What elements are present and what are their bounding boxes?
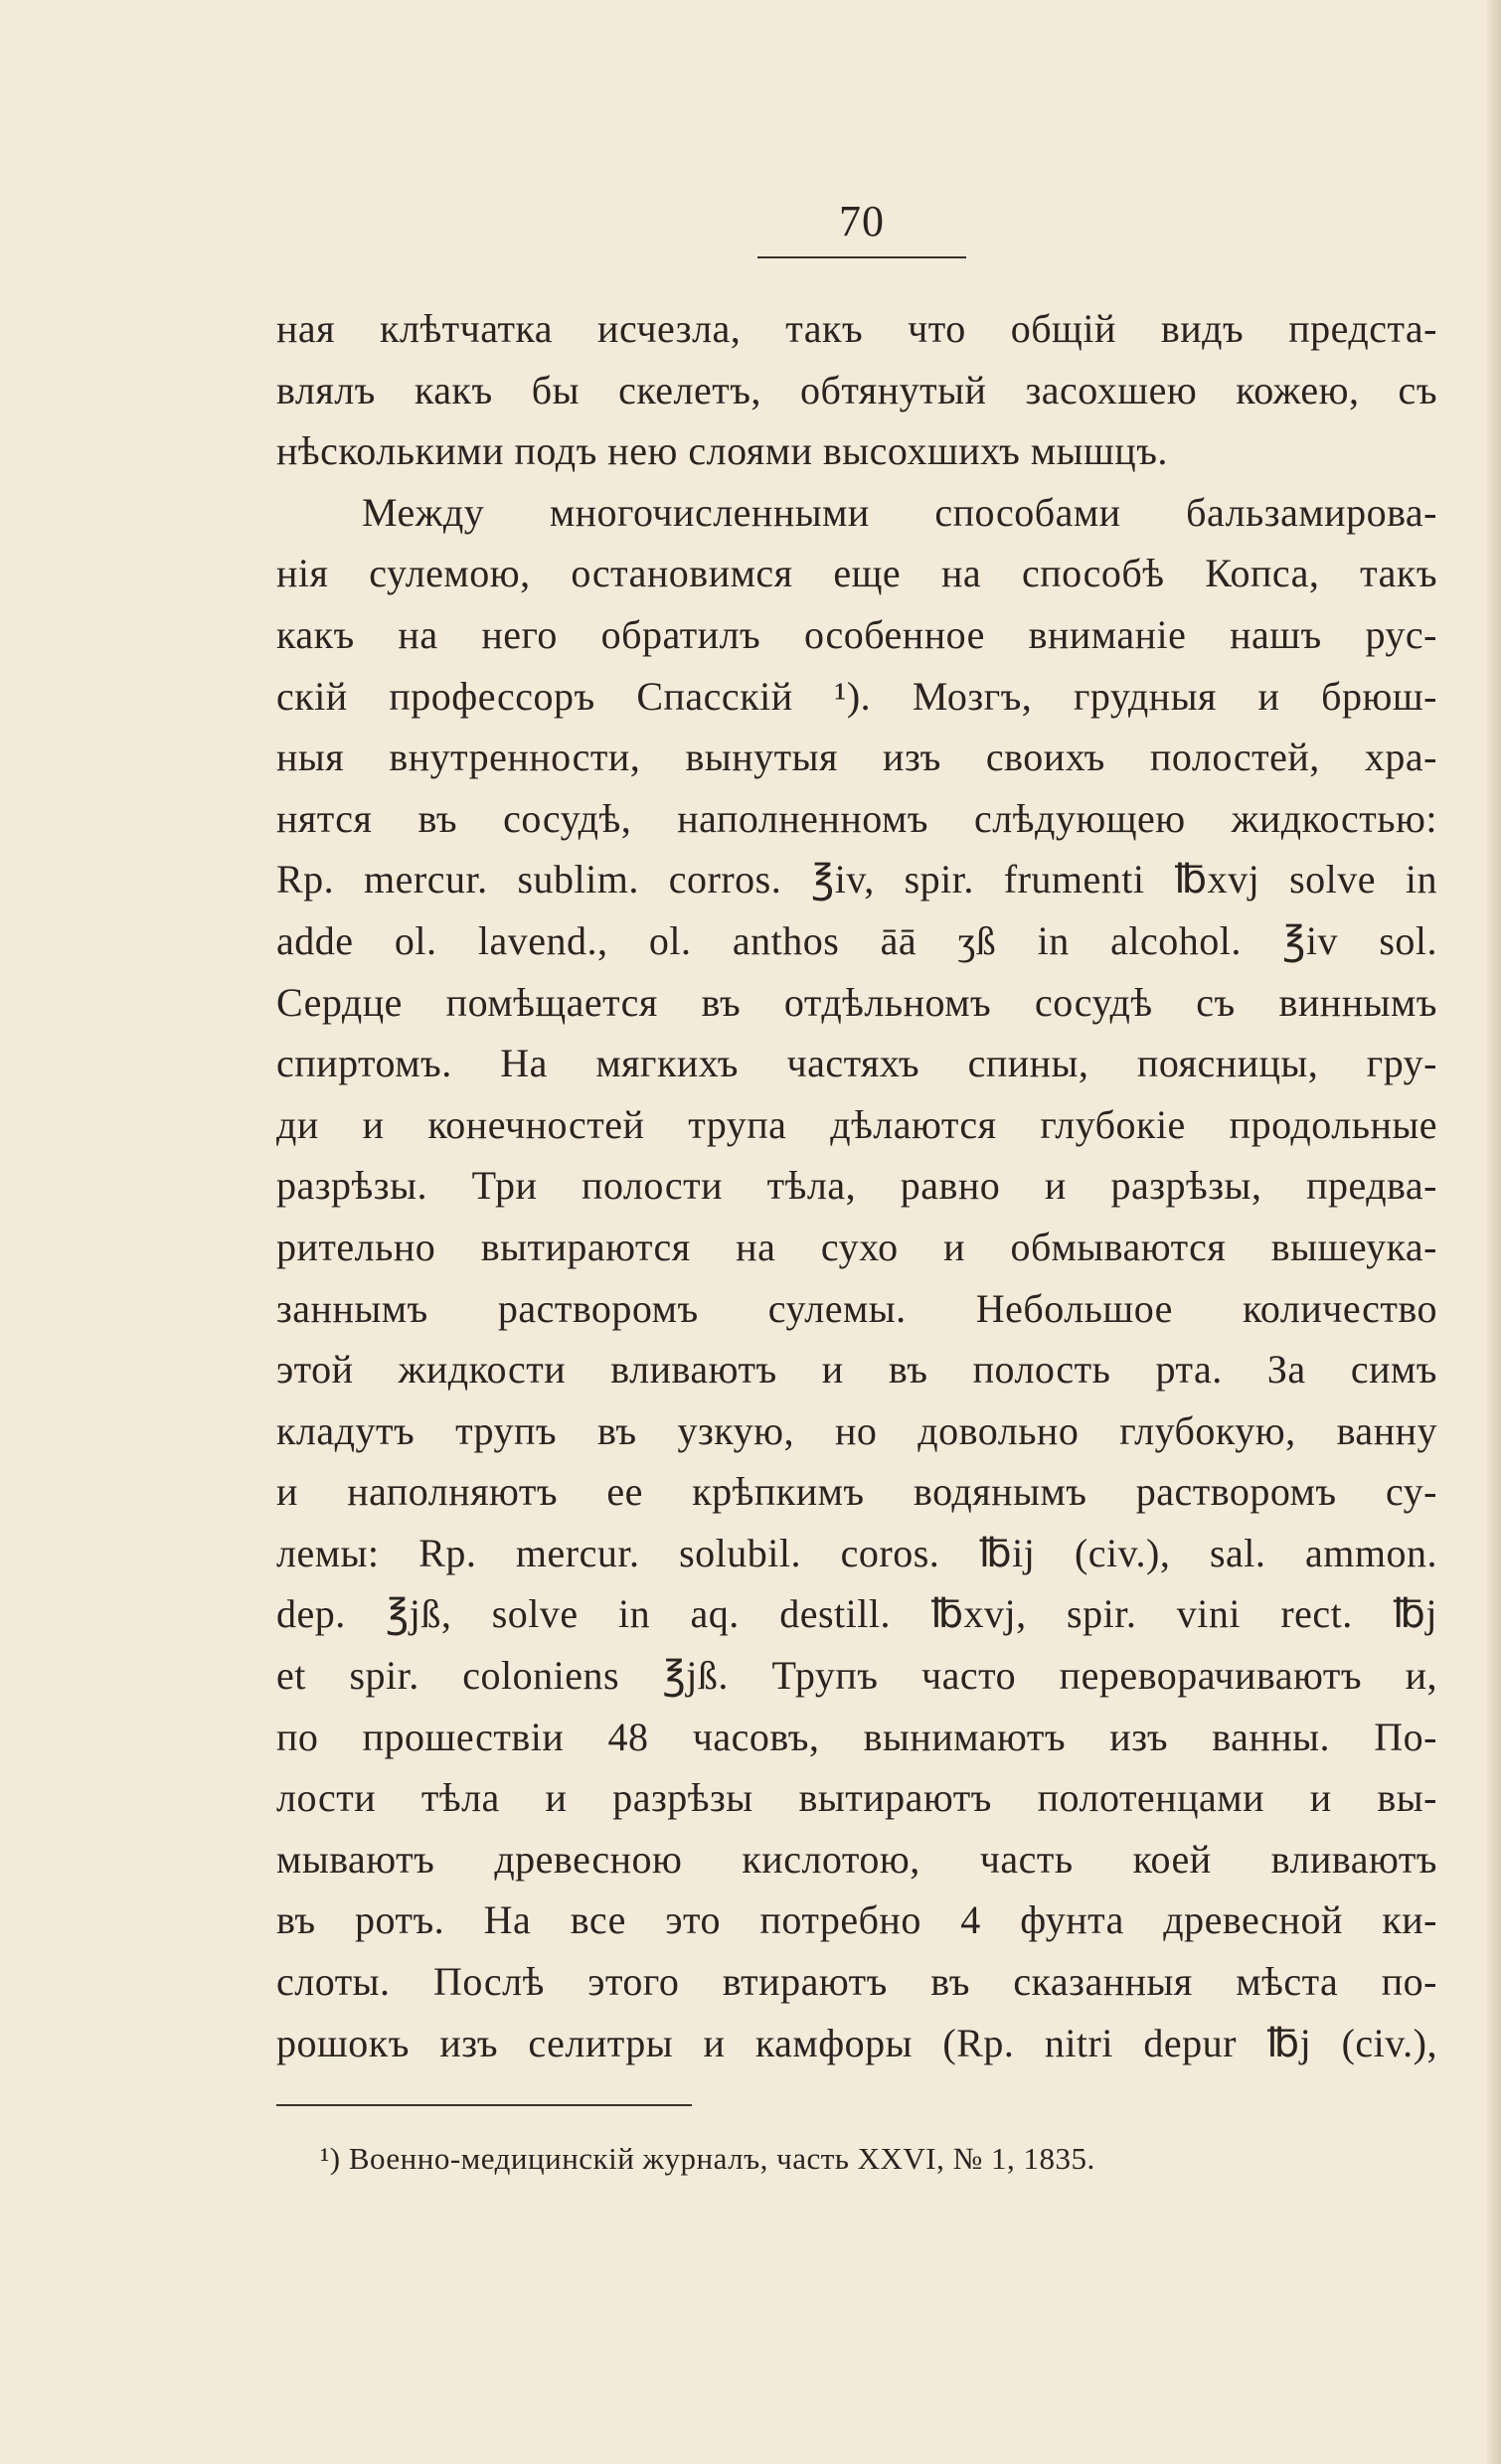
text-line: ди и конечностей трупа дѣлаются глубокіе продольные — [276, 1101, 1437, 1147]
text-line: кладутъ трупъ въ узкую, но довольно глубокую, ванну — [276, 1407, 1437, 1453]
text-line: adde ol. lavend., ol. anthos āā ʒß in alcohol. ℥iv sol. — [276, 917, 1437, 963]
text-line: ныя внутренности, вынутыя изъ своихъ полостей, хра- — [276, 735, 1437, 780]
text-line: спиртомъ. На мягкихъ частяхъ спины, поясницы, гру- — [276, 1041, 1437, 1086]
text-line: dep. ℥jß, solve in aq. destill. ℔xvj, spir. vini rect. ℔j — [276, 1591, 1437, 1637]
text-line: этой жидкости вливаютъ и въ полость рта. За симъ — [276, 1347, 1437, 1393]
text-line: et spir. coloniens ℥jß. Трупъ часто переворачиваютъ и, — [276, 1653, 1437, 1699]
text-line: Rp. mercur. sublim. corros. ℥iv, spir. frumenti ℔xvj solve in — [276, 857, 1437, 903]
footnote-rule — [276, 2104, 692, 2106]
text-line: скій профессоръ Спасскій ¹). Мозгъ, грудныя и брюш- — [276, 673, 1437, 719]
text-line: и наполняютъ ее крѣпкимъ водянымъ растворомъ су- — [276, 1469, 1437, 1515]
text-line: влялъ какъ бы скелетъ, обтянутый засохшею кожею, съ — [276, 367, 1437, 412]
page-number-rule — [757, 256, 966, 258]
text-line: рительно вытираются на сухо и обмываются вышеука- — [276, 1224, 1437, 1269]
text-line: мываютъ древесною кислотою, часть коей вливаютъ — [276, 1836, 1437, 1882]
text-line: ная клѣтчатка исчезла, такъ что общій видъ предста- — [276, 306, 1437, 351]
text-line: лемы: Rp. mercur. solubil. coros. ℔ij (civ.), sal. ammon. — [276, 1530, 1437, 1575]
text-line: нѣсколькими подъ нею слоями высохшихъ мышцъ. — [276, 428, 1168, 474]
text-line: какъ на него обратилъ особенное вниманіе нашъ рус- — [276, 611, 1437, 657]
text-line: нія сулемою, остановимся еще на способѣ Копса, такъ — [276, 551, 1437, 596]
text-line: рошокъ изъ селитры и камфоры (Rp. nitri depur ℔j (civ.), — [276, 2020, 1437, 2065]
text-line: лости тѣла и разрѣзы вытираютъ полотенцами и вы- — [276, 1775, 1437, 1821]
page-edge-shadow — [1487, 0, 1501, 2464]
text-line: по прошествіи 48 часовъ, вынимаютъ изъ ванны. По- — [276, 1714, 1437, 1759]
page-number: 70 — [839, 197, 885, 246]
text-line: заннымъ растворомъ сулемы. Небольшое количество — [276, 1285, 1437, 1331]
text-line: нятся въ сосудѣ, наполненномъ слѣдующею жидкостью: — [276, 795, 1437, 841]
paragraph-start-line: Между многочисленными способами бальзамирова- — [362, 489, 1437, 535]
text-line: разрѣзы. Три полости тѣла, равно и разрѣзы, предва- — [276, 1163, 1437, 1209]
text-line: въ ротъ. На все это потребно 4 фунта древесной ки- — [276, 1897, 1437, 1943]
body-text — [276, 298, 1437, 2073]
footnote: ¹) Военно-медицинскій журналъ, часть XXVI, № 1, 1835. — [320, 2141, 1095, 2176]
text-line: Сердце помѣщается въ отдѣльномъ сосудѣ съ виннымъ — [276, 979, 1437, 1025]
text-line: слоты. Послѣ этого втираютъ въ сказанныя мѣста по- — [276, 1959, 1437, 2005]
